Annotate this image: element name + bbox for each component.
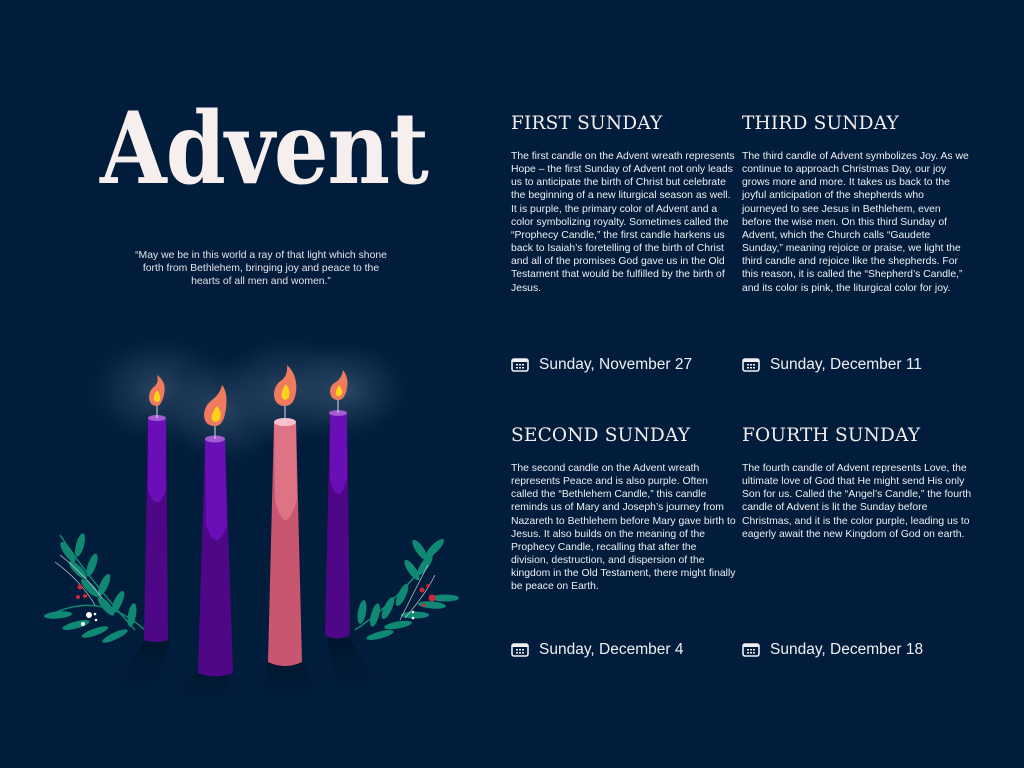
- date-label: Sunday, November 27: [539, 356, 693, 373]
- date-second-sunday: [511, 641, 683, 659]
- section-fourth-sunday: [742, 424, 972, 541]
- date-label: Sunday, December 11: [770, 356, 922, 373]
- leaf-branch-icon: [44, 532, 145, 645]
- calendar-icon: [742, 643, 760, 657]
- section-title: THIRD SUNDAY: [742, 113, 899, 134]
- date-first-sunday: [511, 356, 692, 374]
- section-third-sunday: [742, 112, 972, 295]
- section-body: The fourth candle of Advent represents Love, the ultimate love of God that He might send His only Son for us. Called the “Angel’s Candle,” the fourth candle of Advent is lit the Sunday before Christmas, and it is the color purple, leading us to eagerly await the new Kingdom of God on earth.: [742, 463, 972, 540]
- advent-candles-illustration: [40, 330, 470, 710]
- date-label: Sunday, December 18: [770, 641, 924, 658]
- calendar-icon: [511, 358, 529, 372]
- calendar-icon: [742, 358, 760, 372]
- section-second-sunday: [511, 424, 736, 594]
- section-first-sunday: [511, 112, 736, 295]
- date-third-sunday: [742, 356, 922, 374]
- leaf-branch-icon: [355, 537, 459, 642]
- section-title: FOURTH SUNDAY: [742, 425, 921, 446]
- page-title: Advent: [100, 90, 428, 207]
- section-body: The second candle on the Advent wreath represents Peace and is also purple. Often called the “Bethlehem Candle,” this candle reminds us of Mary and Joseph’s journey from Nazareth to Bethlehem before Mary gave birth to Jesus. It also builds on the meaning of the Prophecy Candle, recalling that after the division, destruction, and dispersion of the kingdom in the Old Testament, there might finally be peace on Earth.: [511, 463, 736, 593]
- section-body: The third candle of Advent symbolizes Joy. As we continue to approach Christmas Day, our joy grows more and more. It takes us back to the joyful anticipation of the shepherds who journeyed to see Jesus in Bethlehem, even before the wise men. On this third Sunday of Advent, which the Church calls “Gaudete Sunday,” meaning rejoice or praise, we light the third candle and rejoice like the shepherds. For this reason, it is called the “Shepherd’s Candle,” and its color is pink, the liturgical color for joy.: [742, 151, 969, 294]
- section-title: FIRST SUNDAY: [511, 113, 663, 134]
- section-body: The first candle on the Advent wreath represents Hope – the first Sunday of Advent not only leads us to anticipate the birth of Christ but celebrate the beginning of a new liturgical season as well. It is purple, the primary color of Advent and a color symbolizing royalty. Sometimes called the “Prophecy Candle,” the first candle harkens us back to Isaiah’s foretelling of the birth of Christ and all of the promises God gave us in the Old Testament that would be fulfilled by the birth of Jesus.: [511, 151, 735, 294]
- date-label: Sunday, December 4: [539, 641, 684, 658]
- date-fourth-sunday: [742, 641, 923, 659]
- calendar-icon: [511, 643, 529, 657]
- section-title: SECOND SUNDAY: [511, 425, 691, 446]
- quote: “May we be in this world a ray of that light which shone forth from Bethlehem, bringing joy and peace to the hearts of all men and women.”: [135, 250, 387, 288]
